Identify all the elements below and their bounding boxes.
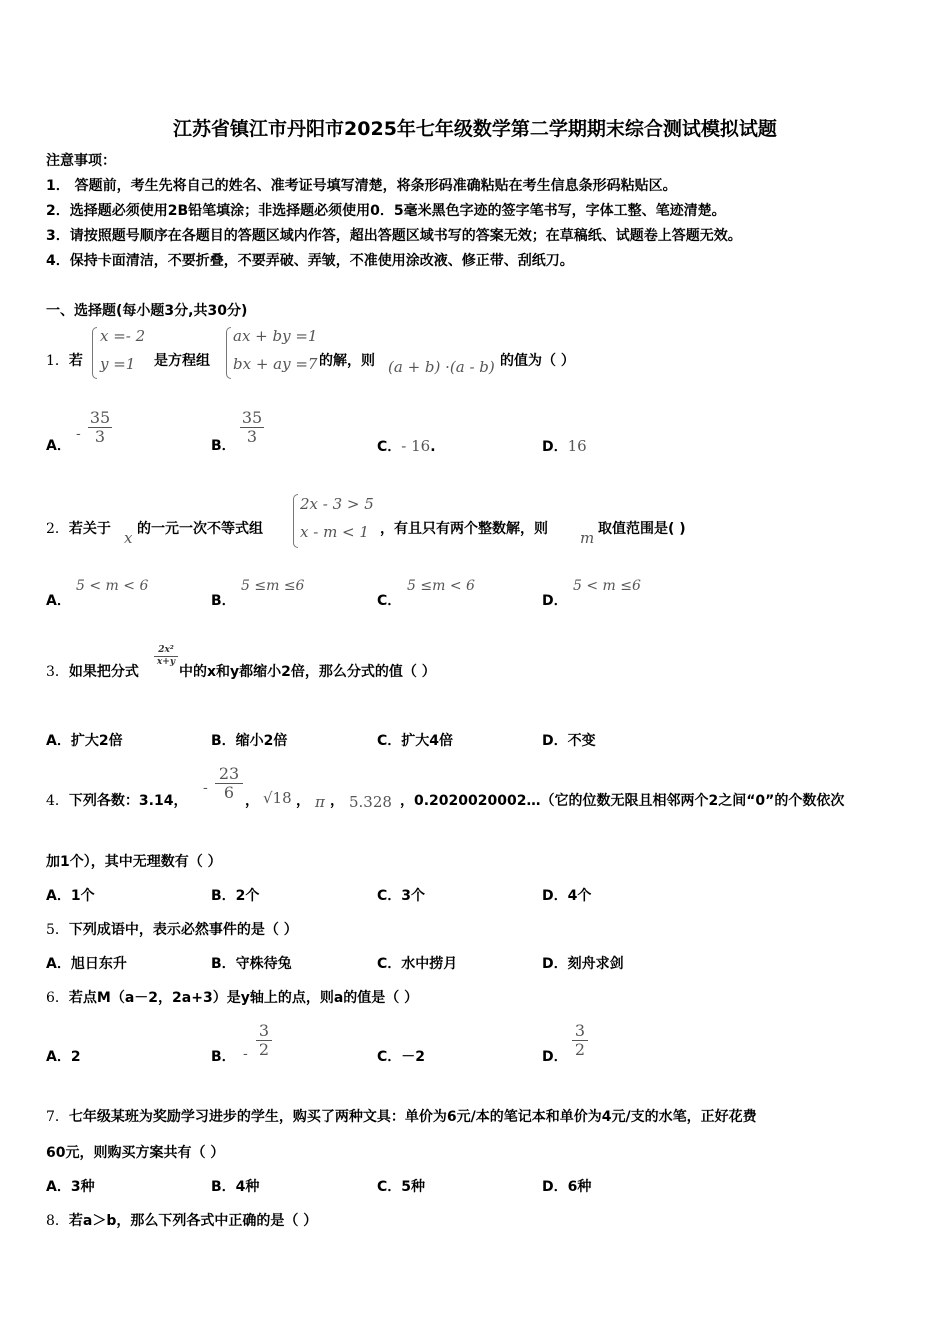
q7-option-b[interactable]: B．4种 [211, 1179, 260, 1195]
q7-option-d[interactable]: D．6种 [542, 1179, 592, 1195]
q6-option-d-fraction: 3 2 [572, 1022, 588, 1059]
q4-comma: ， [330, 793, 344, 809]
question-2-text: 2．若关于 [46, 521, 111, 537]
notice-item-1: 1． 答题前，考生先将自己的姓名、准考证号填写清楚，将条形码准确粘贴在考生信息条形码粘贴区。 [46, 178, 677, 194]
q7-option-c[interactable]: C．5种 [377, 1179, 426, 1195]
question-8-text: 8．若a＞b，那么下列各式中正确的是（ ） [46, 1213, 318, 1229]
q2-option-a-expr: 5 < m < 6 [76, 578, 149, 594]
q4-text-post: ，0.2020020002…（它的位数无限且相邻两个2之间“0”的个数依次 [400, 793, 845, 809]
q4-option-d[interactable]: D．4个 [542, 888, 592, 904]
q2-option-d[interactable]: D． [542, 593, 568, 609]
q2-var-x: x [124, 529, 133, 547]
q1-option-a-fraction: 35 3 [89, 408, 111, 446]
q6-option-b-sign: - [243, 1046, 248, 1062]
q1-option-c[interactable]: C．- 16. [377, 437, 436, 455]
q6-option-b-fraction: 3 2 [256, 1022, 272, 1059]
q2-option-b-expr: 5 ≤m ≤6 [241, 578, 305, 594]
q2-text-mid: 的一元一次不等式组 [137, 521, 263, 537]
question-7-text: 7．七年级某班为奖励学习进步的学生，购买了两种文具：单价为6元/本的笔记本和单价为4元/支的水笔，正好花费 [46, 1109, 757, 1125]
q3-text-post: 中的x和y都缩小2倍，那么分式的值（ ） [179, 664, 436, 680]
q1-option-b[interactable]: B． [211, 438, 236, 454]
q4-option-a[interactable]: A．1个 [46, 888, 95, 904]
q2-option-a[interactable]: A． [46, 593, 71, 609]
q3-option-a[interactable]: A．扩大2倍 [46, 733, 123, 749]
question-4-text: 4．下列各数：3.14， [46, 793, 188, 809]
q6-option-b[interactable]: B． [211, 1049, 236, 1065]
q4-pi: π [315, 793, 325, 811]
q1-text-tail: 的值为（ ） [500, 353, 575, 369]
q3-option-c[interactable]: C．扩大4倍 [377, 733, 454, 749]
q2-var-m: m [580, 529, 595, 547]
q4-sqrt: √18 [263, 789, 292, 807]
q6-option-c[interactable]: C．－2 [377, 1049, 426, 1065]
question-1-text: 1．若 [46, 353, 83, 369]
q4-fraction: 23 6 [215, 765, 243, 802]
section-heading: 一、选择题(每小题3分,共30分) [46, 303, 248, 319]
q1-solution-system: x =- 2 y =1 [100, 327, 146, 373]
q1-option-b-fraction: 35 3 [241, 408, 263, 446]
notice-item-3: 3．请按照题号顺序在各题目的答题区域内作答，超出答题区域书写的答案无效；在草稿纸、试题卷上答题无效。 [46, 228, 742, 244]
q1-text-mid: 是方程组 [154, 353, 210, 369]
q7-option-a[interactable]: A．3种 [46, 1179, 95, 1195]
q2-option-c[interactable]: C． [377, 593, 402, 609]
q4-comma: ， [296, 793, 310, 809]
q1-text-post: 的解，则 [319, 353, 375, 369]
q4-option-c[interactable]: C．3个 [377, 888, 426, 904]
q4-text-line2: 加1个），其中无理数有（ ） [46, 854, 222, 870]
question-6-text: 6．若点M（a－2，2a+3）是y轴上的点，则a的值是（ ） [46, 990, 419, 1006]
q3-option-d[interactable]: D．不变 [542, 733, 596, 749]
notice-heading: 注意事项： [46, 153, 116, 169]
q2-option-b[interactable]: B． [211, 593, 236, 609]
question-3-text: 3．如果把分式 [46, 664, 139, 680]
page-title: 江苏省镇江市丹阳市2025年七年级数学第二学期期末综合测试模拟试题 [173, 118, 777, 140]
q4-comma: ， [245, 793, 259, 809]
q4-repeating-decimal: 5.328 [349, 793, 392, 811]
q1-option-d[interactable]: D．16 [542, 437, 587, 455]
q7-text-line2: 60元，则购买方案共有（ ） [46, 1145, 225, 1161]
notice-item-4: 4．保持卡面清洁，不要折叠，不要弄破、弄皱，不准使用涂改液、修正带、刮纸刀。 [46, 253, 574, 269]
q2-text-tail: 取值范围是( ) [598, 521, 686, 537]
q1-option-a[interactable]: A． [46, 438, 71, 454]
q6-option-d[interactable]: D． [542, 1049, 568, 1065]
brace [293, 494, 298, 548]
notice-item-2: 2．选择题必须使用2B铅笔填涂；非选择题必须使用0．5毫米黑色字迹的签字笔书写，字体工整、笔迹清楚。 [46, 203, 726, 219]
brace [226, 327, 231, 379]
question-5-text: 5．下列成语中，表示必然事件的是（ ） [46, 922, 298, 938]
brace [92, 327, 97, 379]
q2-text-post: ，有且只有两个整数解，则 [380, 521, 548, 537]
q2-inequality-system: 2x - 3 > 5 x - m < 1 [300, 495, 374, 541]
q5-option-a[interactable]: A．旭日东升 [46, 956, 127, 972]
q1-equation-system: ax + by =1 bx + ay =7 [233, 327, 318, 373]
q3-option-b[interactable]: B．缩小2倍 [211, 733, 288, 749]
q2-option-d-expr: 5 < m ≤6 [573, 578, 641, 594]
q4-option-b[interactable]: B．2个 [211, 888, 260, 904]
q1-option-a-sign: - [76, 426, 81, 442]
q5-option-b[interactable]: B．守株待兔 [211, 956, 292, 972]
q5-option-d[interactable]: D．刻舟求剑 [542, 956, 624, 972]
q3-fraction: 2x² x+y [154, 645, 178, 668]
q6-option-a[interactable]: A．2 [46, 1049, 81, 1065]
q4-minus-sign: - [203, 780, 208, 796]
q5-option-c[interactable]: C．水中捞月 [377, 956, 458, 972]
q1-expression: (a + b) ·(a - b) [388, 358, 495, 376]
q2-option-c-expr: 5 ≤m < 6 [407, 578, 475, 594]
